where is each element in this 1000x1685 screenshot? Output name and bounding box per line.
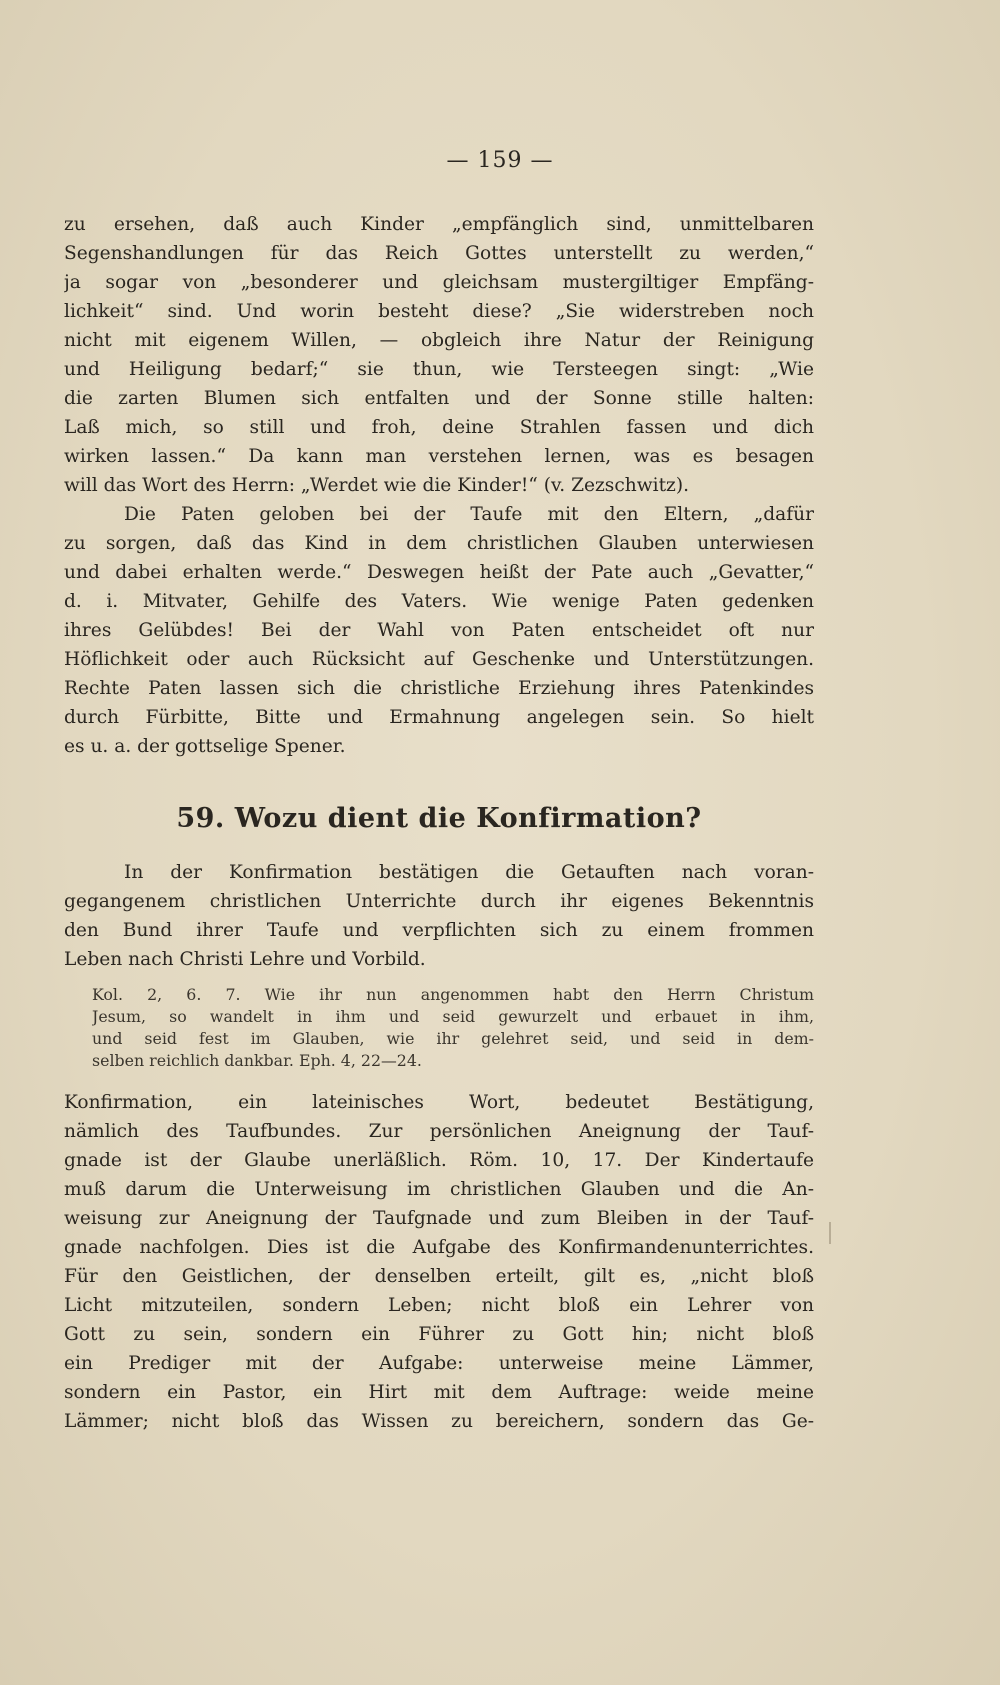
text-line: will das Wort des Herrn: „Werdet wie die Kinder!“ (v. Zezschwitz).: [64, 475, 690, 496]
text-line: und Heiligung bedarf;“ sie thun, wie Tersteegen singt: „Wie: [64, 359, 814, 380]
text-line: Laß mich, so still und froh, deine Strahlen fassen und dich: [64, 417, 814, 438]
margin-mark: [829, 1222, 831, 1244]
text-line: zu ersehen, daß auch Kinder „empfänglich sind, unmittelbaren: [64, 214, 814, 235]
quote-line: selben reichlich dankbar. Eph. 4, 22—24.: [92, 1051, 422, 1070]
text-line: wirken lassen.“ Da kann man verstehen lernen, was es besagen: [64, 446, 814, 467]
text-line: Leben nach Christi Lehre und Vorbild.: [64, 949, 426, 970]
text-line: nicht mit eigenem Willen, — obgleich ihre Natur der Reinigung: [64, 330, 814, 351]
text-line: ein Prediger mit der Aufgabe: unterweise meine Lämmer,: [64, 1353, 814, 1374]
text-line: In der Konfirmation bestätigen die Getauften nach voran-: [124, 862, 814, 883]
paragraph-baptism-children: [64, 210, 814, 500]
paragraph-confirmation-explanation: [64, 1088, 814, 1436]
text-line: gnade nachfolgen. Dies ist die Aufgabe des Konfirmandenunterrichtes.: [64, 1237, 814, 1258]
quote-line: Kol. 2, 6. 7. Wie ihr nun angenommen habt den Herrn Christum: [92, 985, 814, 1004]
text-line: den Bund ihrer Taufe und verpflichten sich zu einem frommen: [64, 920, 814, 941]
quote-line: und seid fest im Glauben, wie ihr gelehret seid, und seid in dem-: [92, 1029, 814, 1048]
text-line: Höflichkeit oder auch Rücksicht auf Geschenke und Unterstützungen.: [64, 649, 814, 670]
scripture-quote: [92, 984, 814, 1072]
text-line: es u. a. der gottselige Spener.: [64, 736, 346, 757]
text-line: zu sorgen, daß das Kind in dem christlichen Glauben unterwiesen: [64, 533, 814, 554]
text-line: Konfirmation, ein lateinisches Wort, bedeutet Bestätigung,: [64, 1092, 814, 1113]
text-line: und dabei erhalten werde.“ Deswegen heißt der Pate auch „Gevatter,“: [64, 562, 814, 583]
text-line: gnade ist der Glaube unerläßlich. Röm. 10, 17. Der Kindertaufe: [64, 1150, 814, 1171]
page-body: [64, 210, 814, 1436]
page-number: — 159 —: [446, 148, 554, 173]
text-line: Für den Geistlichen, der denselben erteilt, gilt es, „nicht bloß: [64, 1266, 814, 1287]
text-line: weisung zur Aneignung der Taufgnade und zum Bleiben in der Tauf-: [64, 1208, 814, 1229]
paragraph-confirmation-definition: [64, 858, 814, 974]
text-line: Die Paten geloben bei der Taufe mit den Eltern, „dafür: [124, 504, 814, 525]
text-line: nämlich des Taufbundes. Zur persönlichen Aneignung der Tauf-: [64, 1121, 814, 1142]
paragraph-godparents: [64, 500, 814, 761]
quote-line: Jesum, so wandelt in ihm und seid gewurzelt und erbauet in ihm,: [92, 1007, 814, 1026]
text-line: Rechte Paten lassen sich die christliche Erziehung ihres Patenkindes: [64, 678, 814, 699]
text-line: Licht mitzuteilen, sondern Leben; nicht bloß ein Lehrer von: [64, 1295, 814, 1316]
text-line: Lämmer; nicht bloß das Wissen zu bereichern, sondern das Ge-: [64, 1411, 814, 1432]
text-line: Gott zu sein, sondern ein Führer zu Gott hin; nicht bloß: [64, 1324, 814, 1345]
section-heading: 59. Wozu dient die Konfirmation?: [176, 803, 702, 834]
text-line: gegangenem christlichen Unterrichte durch ihr eigenes Bekenntnis: [64, 891, 814, 912]
text-line: die zarten Blumen sich entfalten und der Sonne stille halten:: [64, 388, 814, 409]
text-line: muß darum die Unterweisung im christlichen Glauben und die An-: [64, 1179, 814, 1200]
text-line: Segenshandlungen für das Reich Gottes unterstellt zu werden,“: [64, 243, 814, 264]
text-line: d. i. Mitvater, Gehilfe des Vaters. Wie wenige Paten gedenken: [64, 591, 814, 612]
text-line: ja sogar von „besonderer und gleichsam mustergiltiger Empfäng-: [64, 272, 814, 293]
text-line: lichkeit“ sind. Und worin besteht diese? „Sie widerstreben noch: [64, 301, 814, 322]
text-line: durch Fürbitte, Bitte und Ermahnung angelegen sein. So hielt: [64, 707, 814, 728]
text-line: sondern ein Pastor, ein Hirt mit dem Auftrage: weide meine: [64, 1382, 814, 1403]
text-line: ihres Gelübdes! Bei der Wahl von Paten entscheidet oft nur: [64, 620, 814, 641]
